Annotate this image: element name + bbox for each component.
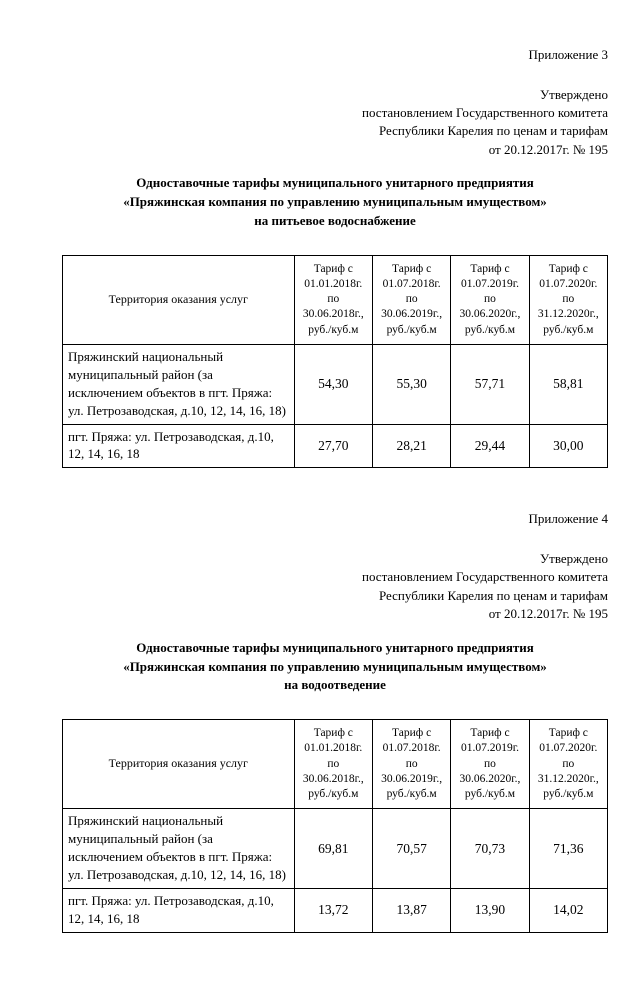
document-title: [62, 174, 608, 231]
tariff-column-header: Тариф с 01.01.2018г. по 30.06.2018г., руб./куб.м: [294, 720, 372, 809]
table-header-row: [63, 720, 608, 809]
approval-line: Утверждено: [539, 550, 608, 566]
table-row: [63, 344, 608, 424]
approval-line: постановлением Государственного комитета: [362, 569, 608, 585]
tariff-column-header: Тариф с 01.07.2018г. по 30.06.2019г., руб./куб.м: [372, 720, 450, 809]
title-line: Одноставочные тарифы муниципального унитарного предприятия: [136, 175, 534, 191]
title-line: на водоотведение: [284, 677, 386, 693]
territory-cell: пгт. Пряжа: ул. Петрозаводская, д.10, 12, 14, 16, 18: [63, 888, 295, 932]
approval-block: [62, 550, 608, 624]
appendix-section-3: [62, 46, 608, 468]
approval-line: от 20.12.2017г. № 195: [488, 141, 608, 157]
tariff-value-cell: 55,30: [372, 344, 450, 424]
tariff-value-cell: 28,21: [372, 424, 450, 468]
tariff-column-header: Тариф с 01.01.2018г. по 30.06.2018г., руб./куб.м: [294, 255, 372, 344]
tariff-value-cell: 13,87: [372, 888, 450, 932]
tariff-column-header: Тариф с 01.07.2020г. по 31.12.2020г., руб./куб.м: [529, 720, 607, 809]
territory-column-header: Территория оказания услуг: [63, 720, 295, 809]
tariff-value-cell: 14,02: [529, 888, 607, 932]
title-line: Одноставочные тарифы муниципального унитарного предприятия: [136, 639, 534, 655]
tariff-value-cell: 70,73: [451, 809, 529, 889]
appendix-label: Приложение 4: [528, 511, 608, 527]
document-title: [62, 639, 608, 696]
table-row: [63, 424, 608, 468]
tariff-value-cell: 29,44: [451, 424, 529, 468]
tariff-value-cell: 57,71: [451, 344, 529, 424]
tariff-value-cell: 13,90: [451, 888, 529, 932]
tariff-column-header: Тариф с 01.07.2019г. по 30.06.2020г., руб./куб.м: [451, 720, 529, 809]
approval-line: Утверждено: [539, 86, 608, 102]
tariff-value-cell: 13,72: [294, 888, 372, 932]
tariff-value-cell: 27,70: [294, 424, 372, 468]
approval-line: Республики Карелия по ценам и тарифам: [378, 123, 608, 139]
tariff-value-cell: 71,36: [529, 809, 607, 889]
table-row: [63, 809, 608, 889]
title-line: на питьевое водоснабжение: [254, 213, 416, 229]
tariff-column-header: Тариф с 01.07.2019г. по 30.06.2020г., руб./куб.м: [451, 255, 529, 344]
tariff-value-cell: 54,30: [294, 344, 372, 424]
approval-line: от 20.12.2017г. № 195: [488, 606, 608, 622]
tariff-table-water-supply: [62, 255, 608, 468]
appendix-label: Приложение 3: [528, 47, 608, 62]
territory-column-header: Территория оказания услуг: [63, 255, 295, 344]
table-row: [63, 888, 608, 932]
approval-block: [62, 86, 608, 160]
approval-line: Республики Карелия по ценам и тарифам: [378, 587, 608, 603]
tariff-column-header: Тариф с 01.07.2018г. по 30.06.2019г., руб./куб.м: [372, 255, 450, 344]
tariff-value-cell: 30,00: [529, 424, 607, 468]
tariff-value-cell: 58,81: [529, 344, 607, 424]
approval-line: постановлением Государственного комитета: [362, 105, 608, 120]
title-line: «Пряжинская компания по управлению муниципальным имуществом»: [123, 194, 547, 210]
tariff-table-sewerage: [62, 719, 608, 932]
tariff-value-cell: 69,81: [294, 809, 372, 889]
territory-cell: Пряжинский национальный муниципальный район (за исключением объектов в пгт. Пряжа: ул. Петрозаводская, д.10, 12, 14, 16, 18): [63, 809, 295, 889]
title-line: «Пряжинская компания по управлению муниципальным имуществом»: [123, 658, 547, 674]
tariff-column-header: Тариф с 01.07.2020г. по 31.12.2020г., руб./куб.м: [529, 255, 607, 344]
territory-cell: пгт. Пряжа: ул. Петрозаводская, д.10, 12, 14, 16, 18: [63, 424, 295, 468]
appendix-section-4: [62, 510, 608, 932]
table-header-row: [63, 255, 608, 344]
tariff-value-cell: 70,57: [372, 809, 450, 889]
territory-cell: Пряжинский национальный муниципальный район (за исключением объектов в пгт. Пряжа: ул. Петрозаводская, д.10, 12, 14, 16, 18): [63, 344, 295, 424]
